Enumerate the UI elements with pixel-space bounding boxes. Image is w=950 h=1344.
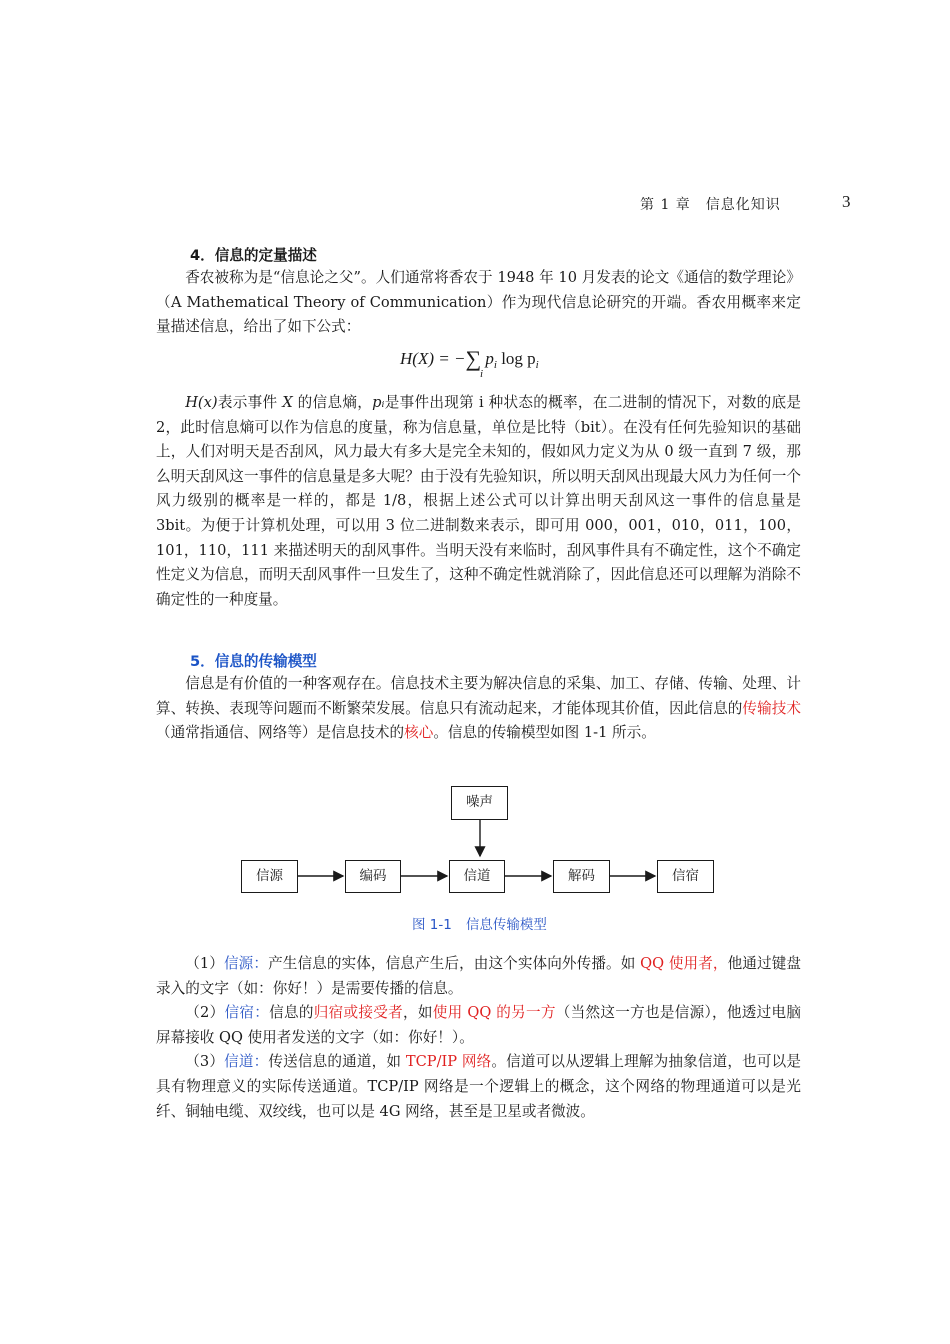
formula-log: log p [496,349,536,368]
item-number: （1） [185,955,224,972]
hx-term: H(x) [185,394,218,411]
sum-symbol: ∑ [465,346,482,371]
sum-index: i [480,368,484,380]
x-term: X [282,394,293,411]
item-list [156,952,801,1124]
figure-caption [412,913,547,933]
item-channel [156,1050,801,1124]
item-sink [156,1001,801,1050]
text-rest: 是事件出现第 i 种状态的概率，在二进制的情况下，对数的底是 2，此时信息熵可以作为信息的度量，称为信息量，单位是比特（bit）。在没有任何先验知识的基础上，人们对明天是否刮风，风力最大有多大是完全未知的，假如风力定义为从 0 级一直到 7 级，那么明天刮风这一事件的信息量是多大呢？由于没有先验知识，所以明天刮风出现最大风力为任何一个风力级别的概率是一样的，都是 1/8，根据上述公式可以计算出明天刮风这一事件的信息量是 3bit。为便于计算机处理，可以用 3 位二进制数来表示，即可用 000，001，010，011，100，101，110，111 来描述明天的刮风事件。当明天没有来临时，刮风事件具有不确定性，这个不确定性定义为信息，而明天刮风事件一旦发生了，这种不确定性就消除了，因此信息还可以理解为消除不确定性的一种度量。 [156,394,801,608]
highlight-receiver: 归宿或接受者 [313,1004,403,1022]
section-5-title: 5．信息的传输模型 [190,653,317,670]
noise-box: 噪声 [451,786,508,820]
term-channel: 信道： [224,1053,269,1071]
encode-box: 编码 [345,860,401,893]
item-number: （3） [185,1053,225,1071]
text-b: ，如 [402,1004,433,1022]
running-header: 第 1 章 信息化知识 [640,197,781,213]
sink-box: 信宿 [657,860,714,893]
source-box: 信源 [241,860,298,893]
intro-paragraph: 香农被称为是“信息论之父”。人们通常将香农于 1948 年 10 月发表的论文《通信的数学理论》（A Mathematical Theory of Communication）作为现代信息论研究的开端。香农用概率来定量描述信息，给出了如下公式： [156,269,801,336]
formula-lhs: H(X) = − [400,349,466,368]
caption-number: 图 1-1 [412,917,452,933]
text-b: （通常指通信、网络等）是信息技术的 [156,724,405,742]
section-4-title: 4．信息的定量描述 [190,247,317,264]
formula-p: p [485,349,494,368]
term-source: 信源： [223,955,269,972]
text-a: 信息是有价值的一种客观存在。信息技术主要为解决信息的采集、加工、存储、传输、处理、计算、转换、表现等问题而不断繁荣发展。信息只有流动起来，才能体现其价值，因此信息的 [156,675,801,717]
item-source [156,952,801,1001]
text-a: 表示事件 [217,394,283,411]
channel-box: 信道 [449,860,505,893]
text-b: 的信息熵， [292,394,373,411]
text-b: 他通过键盘录入的文字（如：你好！）是需要传播的信息。 [156,955,801,997]
text-a: 产生信息的实体，信息产生后，由这个实体向外传播。如 [268,955,641,972]
highlight-tcpip: TCP/IP 网络 [405,1053,492,1071]
highlight-other-party: 使用 QQ 的另一方 [432,1004,556,1022]
text-c: 。信息的传输模型如图 1-1 所示。 [433,724,656,742]
formula-p-sub: i [493,359,497,371]
text-a: 信息的 [269,1004,314,1022]
decode-box: 解码 [553,860,610,893]
highlight-qq-user: QQ 使用者， [640,955,728,972]
text-c: （当然这一方也是信源），他透过电脑屏幕接收 QQ 使用者发送的文字（如：你好！）。 [156,1004,801,1046]
term-sink: 信宿： [224,1004,270,1022]
highlight-transmission-tech: 传输技术 [742,699,801,717]
page-number: 3 [842,192,851,211]
highlight-core: 核心 [404,724,434,742]
text-a: 传送信息的通道，如 [268,1053,406,1071]
item-number: （2） [185,1004,225,1022]
text-b: 。信道可以从逻辑上理解为抽象信道，也可以是具有物理意义的实际传送通道。TCP/IP 网络是一个逻辑上的概念，这个网络的物理通道可以是光纤、铜轴电缆、双绞线，也可以是 4G 网络，甚至是卫星或者微波。 [156,1053,801,1120]
formula-log-sub: i [535,359,539,371]
caption-text: 信息传输模型 [465,917,547,933]
pi-term: pᵢ [372,394,385,411]
